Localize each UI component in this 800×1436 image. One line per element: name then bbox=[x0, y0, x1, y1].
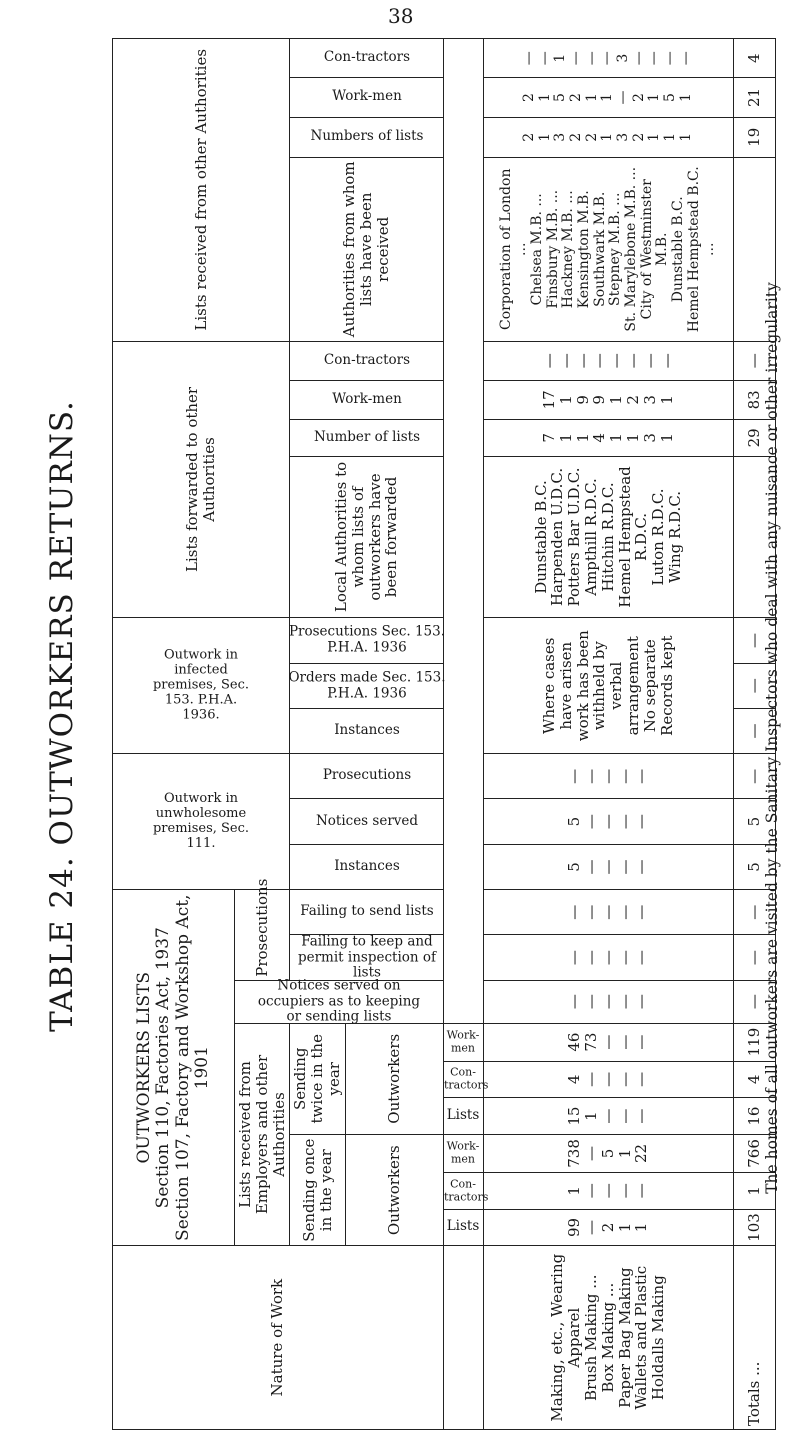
once-lists-text: Lists bbox=[446, 1218, 480, 1235]
footnote-block bbox=[752, 45, 792, 1430]
total-cell: 83 bbox=[733, 380, 775, 419]
total-cell: 19 bbox=[733, 117, 775, 157]
notices-values bbox=[483, 980, 733, 1023]
value-cell: — bbox=[556, 353, 575, 369]
value-cell: 1 bbox=[583, 93, 600, 102]
value-cell: 738 bbox=[565, 1139, 584, 1168]
value-cell: — bbox=[582, 950, 601, 966]
infected-header bbox=[113, 618, 290, 754]
nature-item: Wallets and Plastic Holdalls Making bbox=[632, 1265, 668, 1410]
value-cell: 22 bbox=[632, 1143, 651, 1163]
value-cell: 1 bbox=[646, 93, 663, 102]
value-cell: 1 bbox=[607, 395, 626, 405]
value-cell: — bbox=[583, 51, 600, 66]
value-cell: — bbox=[582, 1071, 601, 1087]
authority-item: Wing R.D.C. bbox=[666, 490, 685, 583]
value-cell: 3 bbox=[615, 132, 632, 142]
twice-workmen-header bbox=[443, 1023, 483, 1061]
value-cell: — bbox=[521, 51, 538, 66]
received-contractors-values bbox=[483, 39, 733, 78]
value-cell: — bbox=[615, 950, 634, 966]
value-cell: — bbox=[568, 51, 585, 66]
value-cell: 9 bbox=[590, 395, 609, 405]
value-cell: 2 bbox=[583, 132, 600, 142]
value-cell: — bbox=[646, 51, 663, 66]
value-cell: 1 bbox=[646, 132, 663, 142]
forwarded-workmen-values bbox=[483, 380, 733, 419]
value-cell: 73 bbox=[582, 1032, 601, 1052]
failing-keep-values bbox=[483, 935, 733, 980]
failing-send-header bbox=[290, 890, 443, 935]
infected-header-text: Outwork in infected premises, Sec. 153. P.H.A. 1936. bbox=[153, 647, 250, 723]
notices-header bbox=[235, 977, 444, 1025]
local-authorities-header: Local Authorities to whom lists of outworkers have been forwarded bbox=[290, 456, 443, 618]
authority-item: Dunstable B.C. bbox=[669, 196, 686, 303]
value-cell: — bbox=[565, 950, 584, 966]
value-cell: — bbox=[632, 1034, 651, 1050]
value-cell: 1 bbox=[657, 433, 676, 443]
value-cell: — bbox=[598, 1183, 617, 1199]
value-cell: — bbox=[598, 904, 617, 920]
infected-prosecutions-header bbox=[290, 618, 443, 663]
total-cell: 4 bbox=[733, 39, 775, 78]
value-cell: 7 bbox=[540, 433, 559, 443]
value-cell: — bbox=[615, 904, 634, 920]
value-cell: — bbox=[582, 859, 601, 875]
value-cell: — bbox=[598, 950, 617, 966]
value-cell: — bbox=[582, 1145, 601, 1161]
unwholesome-instances-text: Instances bbox=[333, 858, 400, 875]
total-cell: — bbox=[733, 708, 775, 753]
value-cell: 1 bbox=[599, 93, 616, 102]
value-cell: — bbox=[536, 51, 553, 66]
value-cell: 1 bbox=[556, 395, 575, 405]
value-cell: 1 bbox=[599, 132, 616, 142]
twice-lists-values bbox=[483, 1098, 733, 1135]
received-contractors-header bbox=[290, 39, 443, 78]
total-cell: 103 bbox=[733, 1209, 775, 1246]
total-cell: 21 bbox=[733, 78, 775, 117]
total-cell: — bbox=[733, 890, 775, 935]
authority-item: Corporation of London ... bbox=[497, 168, 530, 331]
unwholesome-notices-text: Notices served bbox=[315, 812, 418, 829]
authorities-from-header: Authorities from whom lists have been received bbox=[290, 157, 443, 341]
once-contractors-header bbox=[443, 1172, 489, 1209]
value-cell: — bbox=[540, 353, 559, 369]
sending-once-header: Sending once in the year bbox=[290, 1134, 345, 1245]
value-cell: — bbox=[598, 768, 617, 784]
value-cell: — bbox=[615, 1183, 634, 1199]
received-lists-values bbox=[483, 117, 733, 157]
once-contractors-text: Con-tractors bbox=[444, 1177, 489, 1203]
received-authorities-list bbox=[483, 157, 733, 341]
value-cell: 4 bbox=[565, 1074, 584, 1085]
value-cell: 2 bbox=[568, 93, 585, 102]
infected-prosecutions-text: Prosecutions Sec. 153. P.H.A. 1936 bbox=[288, 623, 445, 656]
once-outworkers-header: Outworkers bbox=[345, 1134, 443, 1245]
value-cell: 3 bbox=[615, 53, 632, 63]
once-workmen-values bbox=[483, 1134, 733, 1172]
value-cell: — bbox=[662, 51, 679, 66]
value-cell: — bbox=[582, 904, 601, 920]
total-cell: — bbox=[733, 980, 775, 1023]
value-cell: 1 bbox=[556, 433, 575, 443]
value-cell: 2 bbox=[521, 93, 538, 102]
total-cell: — bbox=[733, 754, 775, 799]
authority-item: Stepney M.B. ... bbox=[607, 192, 624, 306]
authority-item: Potters Bar U.D.C. bbox=[565, 467, 584, 607]
total-cell: 766 bbox=[733, 1134, 775, 1172]
value-cell: 2 bbox=[598, 1222, 617, 1233]
value-cell: — bbox=[599, 51, 616, 66]
value-cell: — bbox=[573, 353, 592, 369]
forwarded-contractors-header bbox=[290, 341, 443, 380]
forwarded-authorities-list bbox=[483, 456, 733, 618]
value-cell: 46 bbox=[565, 1032, 584, 1052]
value-cell: — bbox=[565, 904, 584, 920]
once-workmen-header bbox=[443, 1134, 483, 1172]
value-cell: — bbox=[615, 814, 634, 830]
nature-item: Making, etc., Wearing Apparel bbox=[548, 1253, 584, 1422]
value-cell: 1 bbox=[632, 1222, 651, 1233]
value-cell: 1 bbox=[657, 395, 676, 405]
header-spacer bbox=[443, 1246, 483, 1430]
total-cell: 1 bbox=[733, 1172, 775, 1209]
failing-send-header-text: Failing to send lists bbox=[299, 903, 434, 920]
value-cell: — bbox=[565, 994, 584, 1010]
value-cell: 9 bbox=[573, 395, 592, 405]
unwholesome-instances-values bbox=[483, 844, 733, 889]
received-workmen-header bbox=[290, 78, 443, 117]
value-cell: — bbox=[615, 90, 632, 105]
footnote: The homes of all outworkers are visited by the Sanitary Inspectors who deal with any nuisance or other irregularity bbox=[763, 281, 781, 1194]
value-cell: — bbox=[632, 859, 651, 875]
infected-note: Where cases have arisen work has been withheld by verbal arrangement No separate Records kept bbox=[483, 618, 733, 754]
total-cell: — bbox=[733, 618, 775, 663]
value-cell: 2 bbox=[624, 395, 643, 405]
value-cell: 5 bbox=[565, 862, 584, 872]
twice-lists-header bbox=[443, 1098, 483, 1135]
value-cell: 5 bbox=[662, 93, 679, 102]
nature-item: Brush Making ... bbox=[582, 1274, 601, 1401]
failing-keep-header bbox=[290, 935, 443, 980]
value-cell: 1 bbox=[536, 93, 553, 102]
value-cell: 2 bbox=[568, 132, 585, 142]
value-cell: — bbox=[632, 1108, 651, 1124]
lists-forwarded-header: Lists forwarded to other Authorities bbox=[113, 341, 290, 618]
value-cell: — bbox=[624, 353, 643, 369]
value-cell: 17 bbox=[540, 390, 559, 410]
value-cell: — bbox=[615, 994, 634, 1010]
forwarded-contractors-values bbox=[483, 341, 733, 380]
value-cell: — bbox=[615, 768, 634, 784]
unwholesome-prosecutions-text: Prosecutions bbox=[322, 767, 411, 784]
total-cell: 16 bbox=[733, 1098, 775, 1135]
unwholesome-prosecutions-header bbox=[290, 754, 443, 799]
value-cell: — bbox=[657, 353, 676, 369]
twice-contractors-header bbox=[443, 1061, 489, 1098]
authority-item: Hackney M.B. ... bbox=[560, 190, 577, 309]
value-cell: 5 bbox=[598, 1148, 617, 1159]
value-cell: — bbox=[632, 1183, 651, 1199]
value-cell: 1 bbox=[607, 433, 626, 443]
failing-send-values bbox=[483, 890, 733, 935]
once-lists-values bbox=[483, 1209, 733, 1246]
authority-item: Hemel Hempstead R.D.C. bbox=[615, 466, 651, 608]
unwholesome-notices-header bbox=[290, 799, 443, 844]
table-title: TABLE 24. OUTWORKERS RETURNS. bbox=[44, 400, 80, 1032]
received-workmen-text: Work-men bbox=[331, 88, 402, 105]
value-cell: — bbox=[632, 768, 651, 784]
forwarded-workmen-header bbox=[290, 380, 443, 419]
value-cell: 1 bbox=[677, 132, 694, 142]
once-contractors-values bbox=[483, 1172, 733, 1209]
forwarded-number-lists-text: Number of lists bbox=[313, 429, 420, 446]
total-cell: — bbox=[733, 663, 775, 708]
value-cell: 1 bbox=[536, 132, 553, 142]
unwholesome-instances-header bbox=[290, 844, 443, 889]
value-cell: 2 bbox=[630, 93, 647, 102]
total-cell: 119 bbox=[733, 1023, 775, 1061]
value-cell: — bbox=[677, 51, 694, 66]
outworkers-returns-table bbox=[112, 38, 776, 1430]
value-cell: — bbox=[565, 768, 584, 784]
once-workmen-text: Work-men bbox=[446, 1139, 480, 1166]
value-cell: — bbox=[598, 1108, 617, 1124]
value-cell: 3 bbox=[640, 433, 659, 443]
value-cell: — bbox=[615, 859, 634, 875]
value-cell: — bbox=[607, 353, 626, 369]
total-cell: — bbox=[733, 935, 775, 980]
value-cell: — bbox=[582, 768, 601, 784]
authority-item: Hitchin R.D.C. bbox=[598, 482, 617, 592]
outworkers-lists-header: OUTWORKERS LISTS Section 110, Factories Act, 1937 Section 107, Factory and Workshop Act, 1901 bbox=[113, 890, 235, 1246]
value-cell: 3 bbox=[552, 132, 569, 142]
value-cell: 1 bbox=[582, 1111, 601, 1121]
value-cell: 1 bbox=[615, 1148, 634, 1159]
value-cell: — bbox=[582, 1220, 601, 1235]
header-underline bbox=[443, 39, 483, 1024]
value-cell: 1 bbox=[624, 433, 643, 443]
value-cell: 3 bbox=[640, 395, 659, 405]
nature-of-work-list bbox=[483, 1246, 733, 1430]
value-cell: 1 bbox=[662, 132, 679, 142]
value-cell: — bbox=[598, 859, 617, 875]
twice-contractors-text: Con-tractors bbox=[444, 1065, 489, 1092]
value-cell: 15 bbox=[565, 1106, 584, 1126]
outworkers-table-container bbox=[112, 38, 763, 1430]
value-cell: — bbox=[598, 1071, 617, 1087]
value-cell: — bbox=[582, 814, 601, 830]
authority-item: Southwark M.B. bbox=[591, 191, 608, 307]
twice-contractors-values bbox=[483, 1061, 733, 1098]
page-number: 38 bbox=[388, 4, 414, 28]
value-cell: 1 bbox=[565, 1186, 584, 1196]
value-cell: — bbox=[598, 814, 617, 830]
value-cell: 5 bbox=[565, 816, 584, 827]
value-cell: — bbox=[632, 950, 651, 966]
infected-instances-header bbox=[290, 708, 443, 753]
infected-orders-header bbox=[288, 663, 446, 708]
table-title-block bbox=[42, 356, 82, 1076]
value-cell: 1 bbox=[573, 433, 592, 443]
value-cell: 1 bbox=[552, 53, 569, 63]
unwholesome-notices-values bbox=[483, 799, 733, 844]
nature-of-work-header: Nature of Work bbox=[113, 1246, 444, 1430]
received-number-lists-text: Numbers of lists bbox=[310, 128, 424, 145]
value-cell: 2 bbox=[630, 132, 647, 142]
value-cell: 99 bbox=[565, 1217, 584, 1238]
total-cell: 5 bbox=[733, 799, 775, 844]
forwarded-contractors-text: Con-tractors bbox=[323, 351, 410, 368]
value-cell: — bbox=[632, 904, 651, 920]
authority-item: Finsbury M.B. ... bbox=[544, 189, 561, 309]
totals-label: Totals ... bbox=[733, 1246, 775, 1430]
forwarded-lists-values bbox=[483, 419, 733, 456]
twice-outworkers-header: Outworkers bbox=[345, 1023, 443, 1134]
value-cell: — bbox=[615, 1108, 634, 1124]
nature-item: Paper Bag Making bbox=[615, 1267, 634, 1408]
value-cell: — bbox=[640, 353, 659, 369]
total-cell: 5 bbox=[733, 844, 775, 889]
infected-instances-text: Instances bbox=[333, 722, 400, 739]
lists-received-other-header: Lists received from other Authorities bbox=[113, 39, 290, 342]
value-cell: 4 bbox=[590, 433, 609, 443]
value-cell: — bbox=[598, 1034, 617, 1050]
received-contractors-text: Con-tractors bbox=[323, 49, 410, 66]
value-cell: — bbox=[598, 994, 617, 1010]
value-cell: 2 bbox=[521, 132, 538, 142]
value-cell: — bbox=[632, 814, 651, 830]
twice-workmen-text: Work-men bbox=[446, 1028, 480, 1055]
value-cell: — bbox=[632, 1071, 651, 1087]
rotated-table-canvas bbox=[112, 38, 763, 1430]
failing-keep-header-text: Failing to keep and permit inspection of lists bbox=[297, 933, 436, 981]
unwholesome-prosecutions-values bbox=[483, 754, 733, 799]
notices-header-text: Notices served on occupiers as to keeping or sending lists bbox=[257, 977, 420, 1025]
twice-workmen-values bbox=[483, 1023, 733, 1061]
received-number-lists-header bbox=[290, 117, 443, 157]
lists-received-employers-header: Lists received from Employers and other Authorities bbox=[235, 1023, 290, 1246]
value-cell: — bbox=[615, 1034, 634, 1050]
received-workmen-values bbox=[483, 78, 733, 117]
value-cell: 1 bbox=[677, 93, 694, 102]
value-cell: — bbox=[582, 1183, 601, 1199]
table-body-row bbox=[483, 39, 733, 1430]
total-cell: — bbox=[733, 341, 775, 380]
authority-item: Luton R.D.C. bbox=[649, 488, 668, 586]
forwarded-workmen-text: Work-men bbox=[331, 391, 402, 408]
authority-item: Chelsea M.B. ... bbox=[528, 193, 545, 306]
twice-lists-text: Lists bbox=[446, 1107, 480, 1124]
value-cell: 5 bbox=[552, 93, 569, 102]
authority-item: Dunstable B.C. bbox=[531, 480, 550, 594]
sending-twice-header: Sending twice in the year bbox=[290, 1023, 345, 1134]
authority-item: Kensington M.B. bbox=[575, 190, 592, 309]
unwholesome-header-text: Outwork in unwholesome premises, Sec. 111. bbox=[153, 790, 250, 851]
value-cell: — bbox=[630, 51, 647, 66]
unwholesome-header bbox=[113, 754, 290, 890]
value-cell: — bbox=[590, 353, 609, 369]
value-cell: 1 bbox=[615, 1222, 634, 1233]
value-cell: — bbox=[582, 994, 601, 1010]
nature-item: Box Making ... bbox=[598, 1282, 617, 1393]
authority-item: City of Westminster M.B. bbox=[638, 179, 671, 320]
total-cell: 4 bbox=[733, 1061, 775, 1098]
value-cell: — bbox=[632, 994, 651, 1010]
value-cell: — bbox=[615, 1071, 634, 1087]
infected-orders-text: Orders made Sec. 153. P.H.A. 1936 bbox=[288, 669, 446, 701]
prosecutions-header: Prosecutions bbox=[235, 890, 290, 981]
total-cell: 29 bbox=[733, 419, 775, 456]
authority-item: Harpenden U.D.C. bbox=[548, 467, 567, 607]
authority-item: St. Marylebone M.B. ... bbox=[622, 166, 639, 332]
authority-item: Hemel Hempstead B.C. ... bbox=[685, 166, 718, 333]
once-lists-header bbox=[443, 1209, 483, 1246]
forwarded-number-lists-header bbox=[290, 419, 443, 456]
authority-item: Ampthill R.D.C. bbox=[582, 478, 601, 596]
